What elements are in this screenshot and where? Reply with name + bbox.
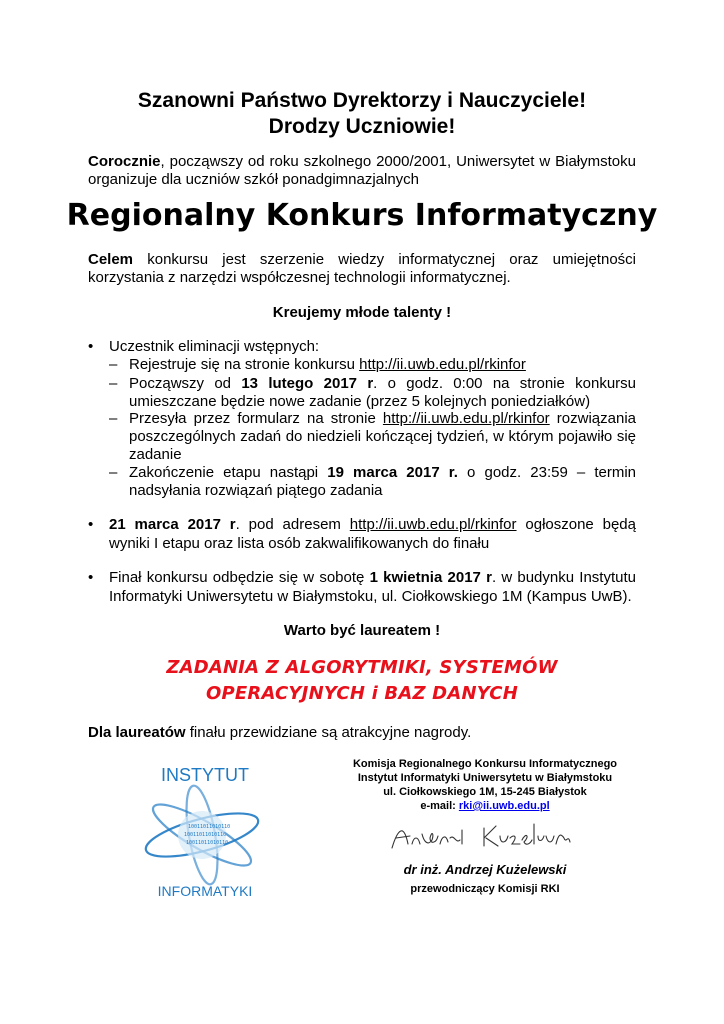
bullet-icon: • <box>88 569 94 586</box>
subitem-text <box>129 375 636 411</box>
goal-paragraph <box>88 251 636 287</box>
goal-lead: Celem <box>88 251 134 268</box>
subitem-text-part: . o godz. 0:00 na stronie konkursu umieszczane będzie nowe zadanie (przez 5 kolejnych poniedziałków) <box>129 375 637 410</box>
bullet-text <box>109 515 636 553</box>
motto: Kreujemy młode talenty ! <box>272 304 452 321</box>
institute-logo <box>140 760 270 900</box>
topics-line-2: OPERACYJNYCH i BAZ DANYCH <box>206 683 518 704</box>
subitem-text-part: Zakończenie etapu nastąpi <box>129 464 328 481</box>
dash-icon: – <box>109 464 118 481</box>
logo-top-text: INSTYTUT <box>161 765 249 785</box>
bullet-icon: • <box>88 338 94 355</box>
subitem-text <box>129 410 636 464</box>
binary-digits: 10011011010110 <box>188 824 231 830</box>
email-label: e-mail: <box>420 800 459 812</box>
subitem-text-part: Przesyła przez formularz na stronie <box>129 410 383 427</box>
prizes-text: finału przewidziane są atrakcyjne nagrody. <box>185 724 472 741</box>
logo-bottom-text: INFORMATYKI <box>157 883 253 899</box>
dash-icon: – <box>109 356 118 373</box>
bullet-text-part: ogłoszone będą wyniki I etapu oraz lista osób zakwalifikowanych do finału <box>109 516 636 552</box>
subitem-text-part: Rejestruje się na stronie konkursu <box>129 356 360 373</box>
committee-email-line <box>320 799 650 813</box>
end-date: 19 marca 2017 r. <box>327 464 458 481</box>
goal-text: konkursu jest szerzenie wiedzy informatycznej oraz umiejętności korzystania z narzędzi współczesnej technologii informatycznej. <box>88 251 636 286</box>
bullet-text-part: . w budynku Instytutu Informatyki Uniwersytetu w Białymstoku, ul. Ciołkowskiego 1M (Kampus UwB). <box>109 569 636 605</box>
contest-link[interactable]: http://ii.uwb.edu.pl/rkinfor <box>382 410 550 427</box>
bullet-icon: • <box>88 516 94 533</box>
committee-institute: Instytut Informatyki Uniwersytetu w Białymstoku <box>357 772 613 784</box>
start-date: 13 lutego 2017 r <box>241 375 374 392</box>
prizes-paragraph <box>88 724 471 741</box>
committee-name: Komisja Regionalnego Konkursu Informatycznego <box>352 758 618 770</box>
subitem-text <box>129 464 636 500</box>
bullet-text-part: Finał konkursu odbędzie się w sobotę <box>109 569 370 586</box>
bullet-text-part: . pod adresem <box>235 516 350 533</box>
subitem-text-part: Począwszy od <box>129 375 242 392</box>
binary-digits: 10011011010110 <box>186 840 229 846</box>
results-date: 21 marca 2017 r <box>109 516 236 533</box>
contest-link[interactable]: http://ii.uwb.edu.pl/rkinfor <box>359 356 526 373</box>
dash-icon: – <box>109 410 118 427</box>
dash-icon: – <box>109 375 118 392</box>
intro-paragraph <box>88 153 636 189</box>
prizes-lead: Dla laureatów <box>88 724 186 741</box>
committee-address: ul. Ciołkowskiego 1M, 15-245 Białystok <box>383 786 587 798</box>
intro-text: , począwszy od roku szkolnego 2000/2001, Uniwersytet w Białymstoku organizuje dla uczniów szkół ponadgimnazjalnych <box>88 153 636 188</box>
topics-line-1: ZADANIA Z ALGORYTMIKI, SYSTEMÓW <box>166 657 558 678</box>
final-date: 1 kwietnia 2017 r <box>369 569 492 586</box>
intro-lead: Corocznie <box>88 153 161 170</box>
greeting-line-2: Drodzy Uczniowie! <box>268 115 456 138</box>
binary-digits: 10011011010110 <box>184 832 227 838</box>
subitem-text-part: o godz. 23:59 – termin nadsyłania rozwiązań piątego zadania <box>129 464 636 499</box>
bullet-text: Uczestnik eliminacji wstępnych: <box>109 338 320 355</box>
contest-title: Regionalny Konkurs Informatyczny <box>66 198 658 233</box>
greeting-line-1: Szanowni Państwo Dyrektorzy i Nauczyciele! <box>137 89 587 112</box>
handwritten-signature <box>388 818 588 854</box>
subitem-text-part: rozwiązania poszczególnych zadań do niedzieli kończącej tydzień, w którym pojawiło się zadanie <box>129 410 636 463</box>
call-to-action: Warto być laureatem ! <box>283 622 441 639</box>
signer-name: dr inż. Andrzej Kużelewski <box>403 862 567 877</box>
email-link[interactable]: rki@ii.uwb.edu.pl <box>458 800 550 812</box>
signer-role: przewodniczący Komisji RKI <box>410 883 560 895</box>
contest-link[interactable]: http://ii.uwb.edu.pl/rkinfor <box>349 516 517 533</box>
subitem-text <box>129 356 636 374</box>
bullet-text <box>109 568 636 606</box>
